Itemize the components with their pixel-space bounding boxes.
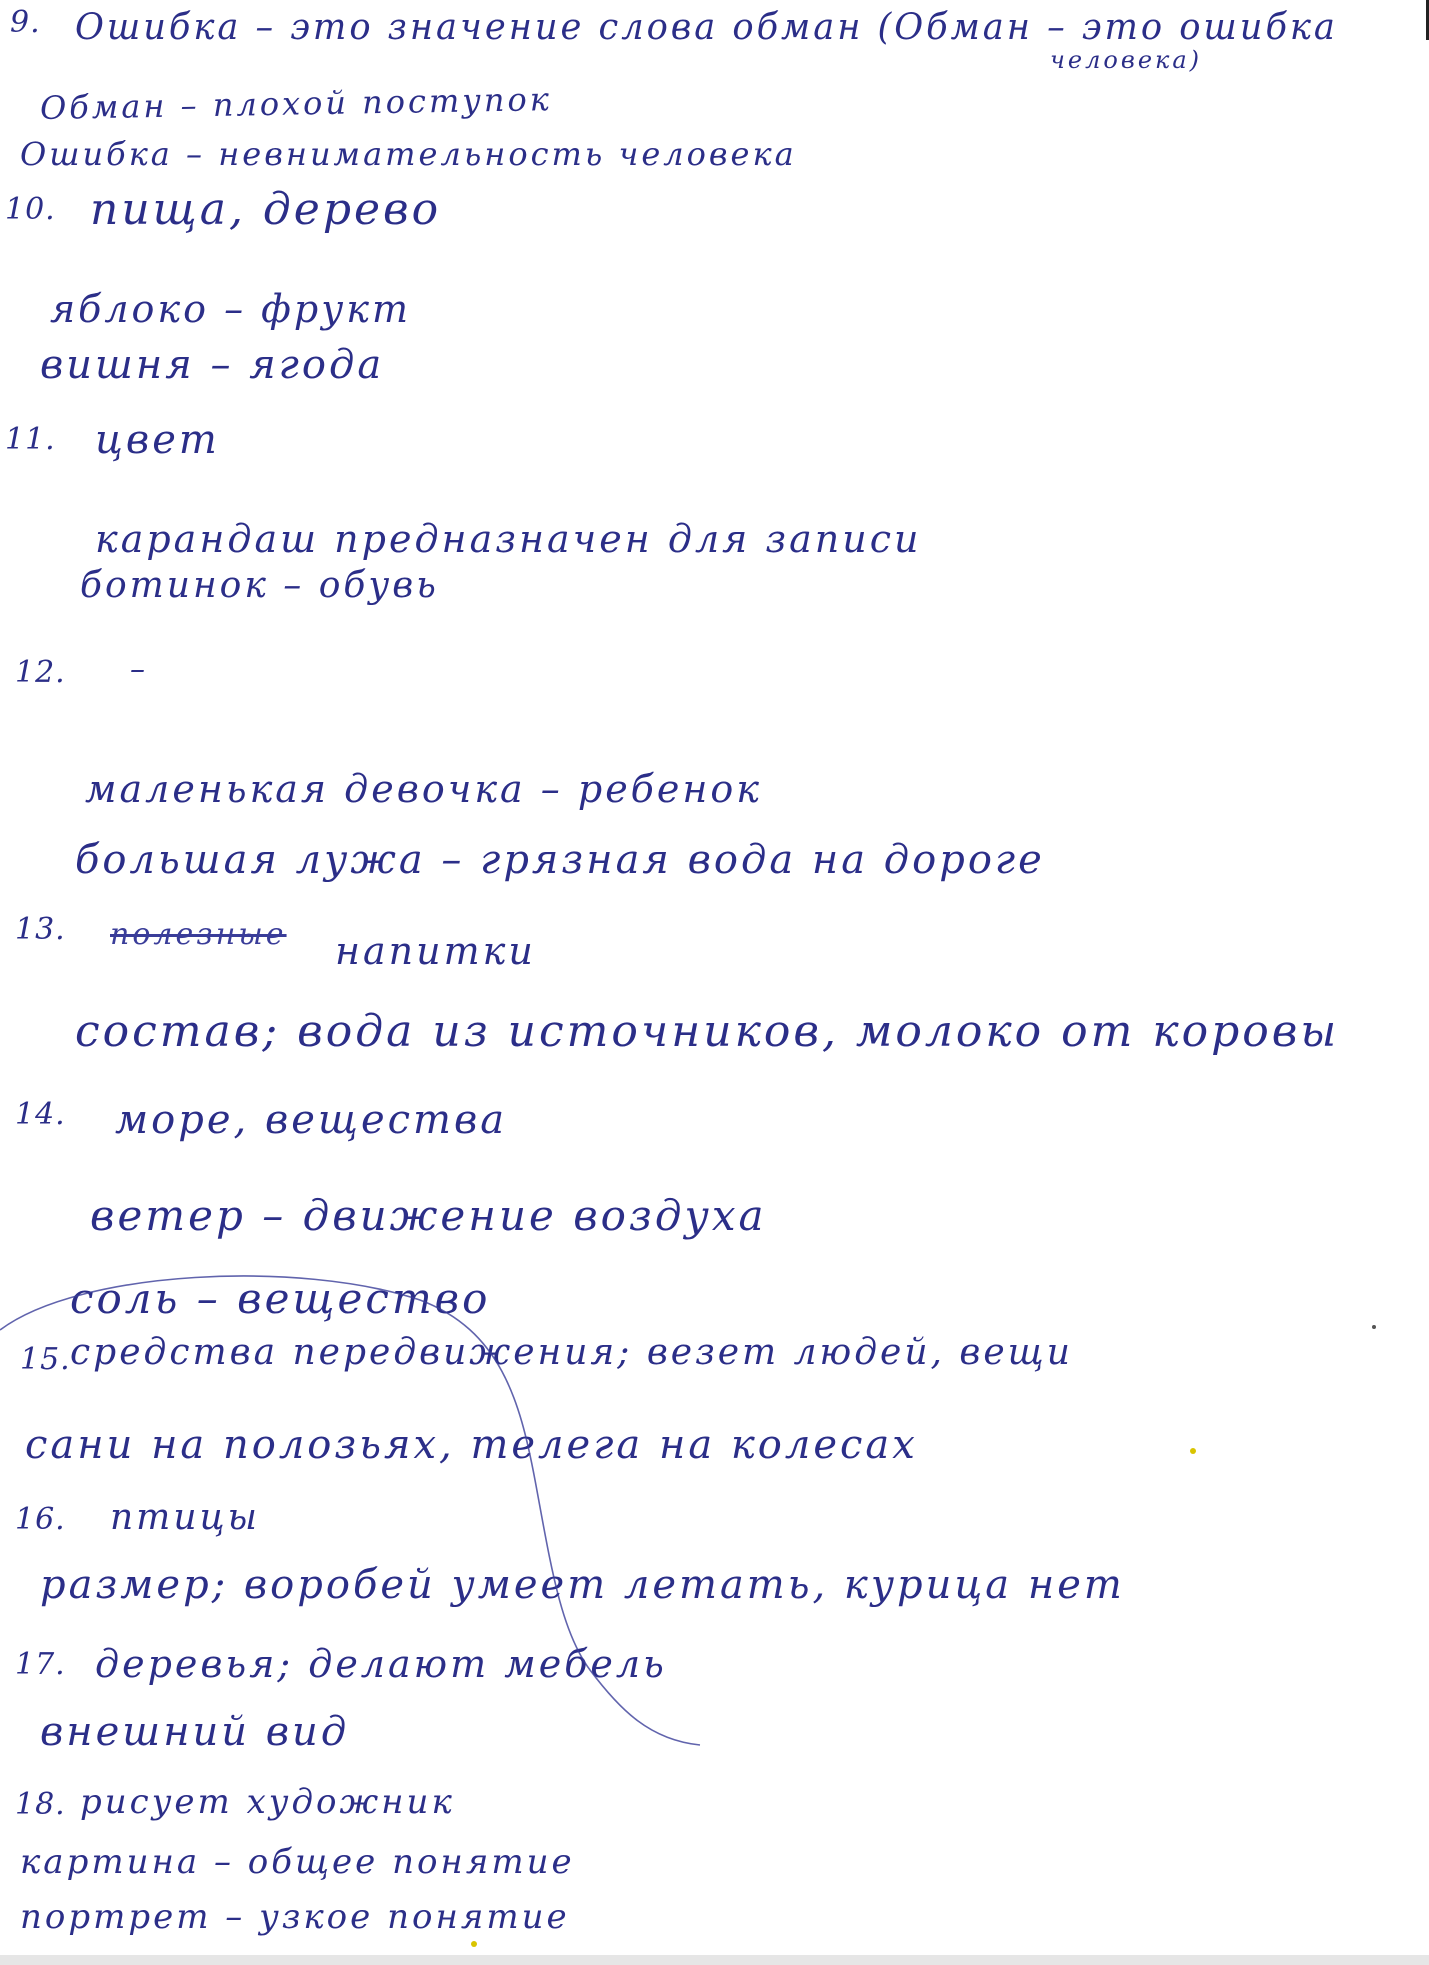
- item-11-line-2: карандаш предназначен для записи: [95, 517, 922, 561]
- item-14-line-3: соль – вещество: [70, 1274, 491, 1323]
- ink-speck: [1372, 1325, 1376, 1329]
- item-9-line-2: Обман – плохой поступок: [39, 80, 553, 127]
- item-18-line-2: картина – общее понятие: [20, 1842, 575, 1882]
- item-15-line-1: средства передвижения; везет людей, вещи: [70, 1332, 1073, 1373]
- item-15-line-2: сани на полозьях, телега на колесах: [25, 1422, 918, 1468]
- item-10-line-2: яблоко – фрукт: [50, 287, 411, 331]
- item-12-line-1: –: [130, 652, 148, 687]
- item-11-number: 11.: [5, 422, 56, 457]
- item-17-number: 17.: [15, 1647, 66, 1682]
- item-10-line-1: пища, дерево: [90, 184, 442, 235]
- scan-bottom-edge: [0, 1955, 1429, 1965]
- item-9-number: 9.: [10, 5, 41, 40]
- item-16-line-1: птицы: [110, 1497, 260, 1538]
- item-17-line-2: внешний вид: [40, 1709, 350, 1755]
- item-18-number: 18.: [15, 1787, 66, 1822]
- item-10-number: 10.: [5, 192, 56, 227]
- item-14-number: 14.: [15, 1097, 66, 1132]
- item-11-line-1: цвет: [95, 417, 220, 463]
- item-15-number: 15.: [20, 1342, 71, 1377]
- item-14-line-1: море, вещества: [115, 1097, 508, 1143]
- item-14-line-2: ветер – движение воздуха: [90, 1191, 767, 1240]
- yellow-speck: [1190, 1448, 1196, 1454]
- item-16-line-2: размер; воробей умеет летать, курица нет: [40, 1562, 1125, 1608]
- item-13-number: 13.: [15, 912, 66, 947]
- item-12-line-2: маленькая девочка – ребенок: [85, 767, 762, 811]
- yellow-speck: [471, 1941, 477, 1947]
- item-12-number: 12.: [15, 655, 66, 690]
- item-13-line-2: состав; вода из источников, молоко от коровы: [75, 1006, 1340, 1057]
- item-18-line-1: рисует художник: [80, 1782, 455, 1822]
- item-13-line-1: напитки: [335, 929, 536, 973]
- item-10-line-3: вишня – ягода: [40, 342, 385, 388]
- item-18-line-3: портрет – узкое понятие: [20, 1897, 570, 1937]
- item-9-line-3: Ошибка – невнимательность человека: [20, 135, 797, 173]
- item-13-struck-word: полезные: [110, 917, 287, 952]
- item-11-line-3: ботинок – обувь: [80, 565, 439, 606]
- item-16-number: 16.: [15, 1502, 66, 1537]
- item-17-line-1: деревья; делают мебель: [95, 1642, 667, 1686]
- item-12-line-3: большая лужа – грязная вода на дороге: [75, 837, 1045, 883]
- item-9-line-1-continuation: человека): [1050, 46, 1203, 74]
- item-9-line-1: Ошибка – это значение слова обман (Обман – это ошибка: [75, 7, 1338, 48]
